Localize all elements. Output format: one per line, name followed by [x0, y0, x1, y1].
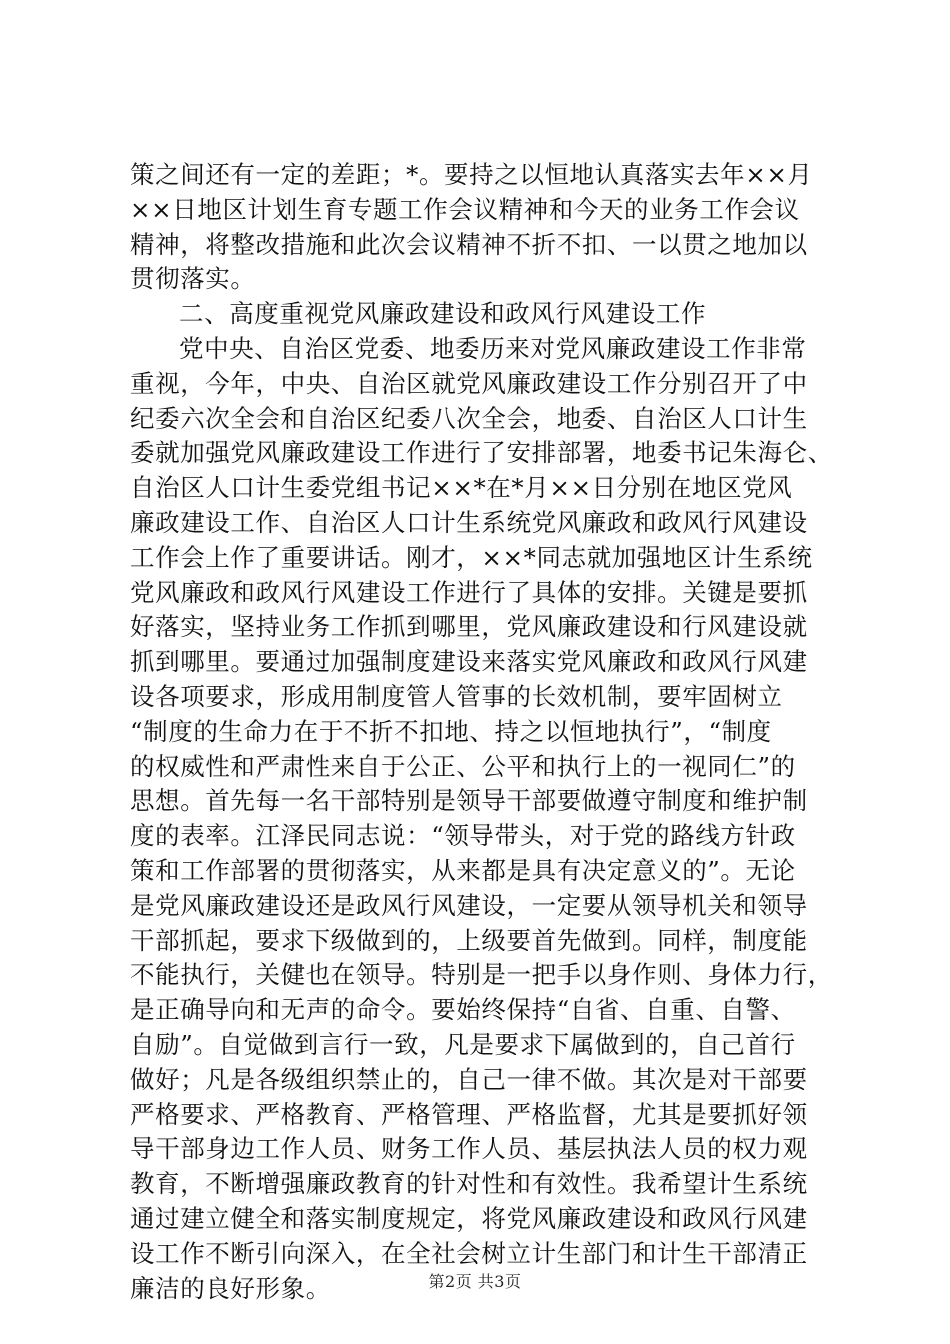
text-line: 廉洁的良好形象。: [130, 1273, 331, 1303]
text-line: 重视，今年，中央、自治区就党风廉政建设工作分别召开了中: [130, 368, 808, 398]
text-line: 廉政建设工作、自治区人口计生系统党风廉政和政风行风建设: [130, 507, 808, 537]
text-line: 纪委六次全会和自治区纪委八次全会，地委、自治区人口计生: [130, 403, 808, 433]
text-line: 教育，不断增强廉政教育的针对性和有效性。我希望计生系统: [130, 1169, 808, 1199]
text-line: 设工作不断引向深入，在全社会树立计生部门和计生干部清正: [130, 1238, 808, 1268]
text-line: 的权威性和严肃性来自于公正、公平和执行上的一视同仁”的: [130, 751, 796, 781]
text-line: 干部抓起，要求下级做到的，上级要首先做到。同样，制度能: [130, 925, 808, 955]
text-line: 通过建立健全和落实制度规定，将党风廉政建设和政风行风建: [130, 1203, 808, 1233]
page-number-footer: 第2页 共3页: [428, 1272, 522, 1291]
text-line: 贯彻落实。: [130, 264, 256, 294]
text-line: 自励”。自觉做到言行一致，凡是要求下属做到的，自己首行: [130, 1029, 796, 1059]
text-line: 抓到哪里。要通过加强制度建设来落实党风廉政和政风行风建: [130, 647, 808, 677]
text-line: 设各项要求，形成用制度管人管事的长效机制，要牢固树立: [130, 681, 783, 711]
text-line: 严格要求、严格教育、严格管理、严格监督，尤其是要抓好领: [130, 1099, 808, 1129]
text-line: 是党风廉政建设还是政风行风建设，一定要从领导机关和领导: [130, 890, 808, 920]
text-line: 做好；凡是各级组织禁止的，自己一律不做。其次是对干部要: [130, 1064, 808, 1094]
text-line: 精神，将整改措施和此次会议精神不折不扣、一以贯之地加以: [130, 229, 808, 259]
document-body: [130, 158, 833, 1306]
text-line: 自治区人口计生委党组书记××*在*月××日分别在地区党风: [130, 473, 793, 503]
text-line: 是正确导向和无声的命令。要始终保持“自省、自重、自警、: [130, 995, 796, 1025]
text-line: 委就加强党风廉政建设工作进行了安排部署，地委书记朱海仑、: [130, 438, 833, 468]
section-heading: 二、高度重视党风廉政建设和政风行风建设工作: [179, 299, 707, 329]
paragraph-first-line: 党中央、自治区党委、地委历来对党风廉政建设工作非常: [179, 333, 807, 363]
text-line: 工作会上作了重要讲话。刚才，××*同志就加强地区计生系统: [130, 542, 813, 572]
text-line: “制度的生命力在于不折不扣地、持之以恒地执行”，“制度: [130, 716, 772, 746]
text-line: 好落实，坚持业务工作抓到哪里，党风廉政建设和行风建设就: [130, 612, 808, 642]
text-line: 导干部身边工作人员、财务工作人员、基层执法人员的权力观: [130, 1134, 808, 1164]
text-line: 思想。首先每一名干部特别是领导干部要做遵守制度和维护制: [130, 786, 808, 816]
text-line: 策和工作部署的贯彻落实，从来都是具有决定意义的”。无论: [130, 855, 796, 885]
text-line: 度的表率。江泽民同志说：“领导带头，对于党的路线方针政: [130, 821, 796, 851]
text-line: 党风廉政和政风行风建设工作进行了具体的安排。关键是要抓: [130, 577, 808, 607]
text-line: 策之间还有一定的差距；*。要持之以恒地认真落实去年××月: [130, 160, 813, 189]
text-line: 不能执行，关健也在领导。特别是一把手以身作则、身体力行，: [130, 960, 833, 990]
text-line: ××日地区计划生育专题工作会议精神和今天的业务工作会议: [130, 194, 800, 224]
